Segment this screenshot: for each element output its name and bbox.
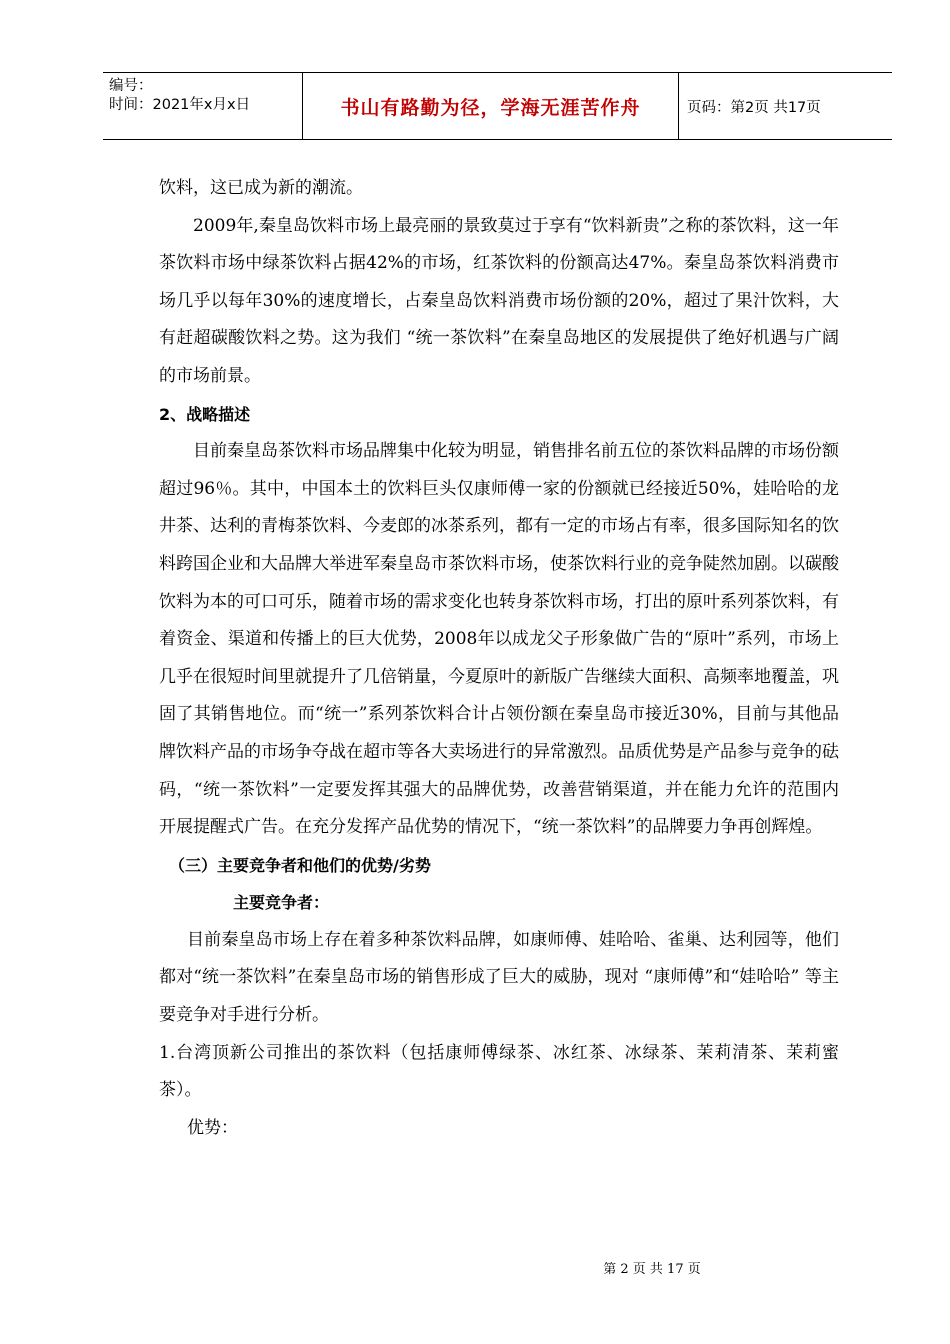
paragraph-strategy: 目前秦皇岛茶饮料市场品牌集中化较为明显，销售排名前五位的茶饮料品牌的市场份额超过96％。其中，中国本土的饮料巨头仅康师傅一家的份额就已经接近50%，娃哈哈的龙井茶、达利的青梅茶饮料、今麦郎的冰茶系列，都有一定的市场占有率，很多国际知名的饮料跨国企业和大品牌大举进军秦皇岛市茶饮料市场，使茶饮料行业的竞争陡然加剧。以碳酸饮料为本的可口可乐，随着市场的需求变化也转身茶饮料市场，打出的原叶系列茶饮料，有着资金、渠道和传播上的巨大优势，2008年以成龙父子形象做广告的“原叶”系列，市场上几乎在很短时间里就提升了几倍销量，今夏原叶的新版广告继续大面积、高频率地覆盖，巩固了其销售地位。而“统一”系列茶饮料合计占领份额在秦皇岛市接近30%，目前与其他品牌饮料产品的市场争夺战在超市等各大卖场进行的异常激烈。品质优势是产品参与竞争的砝码，“统一茶饮料”一定要发挥其强大的品牌优势，改善营销渠道，并在能力允许的范围内开展提醒式广告。在充分发挥产品优势的情况下，“统一茶饮料”的品牌要力争再创辉煌。 xyxy=(159,441,839,838)
paragraph-kangshifu: 1.台湾顶新公司推出的茶饮料（包括康师傅绿茶、冰红茶、冰绿茶、茉莉清茶、茉莉蜜茶）。 xyxy=(159,1042,839,1101)
document-body xyxy=(159,170,839,1147)
section-heading-strategy: 2、战略描述 xyxy=(159,404,251,424)
subheading-main-competitors: 主要竞争者： xyxy=(233,893,330,913)
paragraph-market-2009: 2009年,秦皇岛饮料市场上最亮丽的景致莫过于享有“饮料新贵”之称的茶饮料，这一年茶饮料市场中绿茶饮料占据42%的市场，红茶饮料的份额高达47%。秦皇岛茶饮料消费市场几乎以每年30%的速度增长，占秦皇岛饮料消费市场份额的20%，超过了果汁饮料，大有赶超碳酸饮料之势。这为我们 “统一茶饮料”在秦皇岛地区的发展提供了绝好机遇与广阔的市场前景。 xyxy=(159,215,839,386)
paragraph-competitors: 目前秦皇岛市场上存在着多种茶饮料品牌，如康师傅、娃哈哈、雀巢、达利园等，他们都对“统一茶饮料”在秦皇岛市场的销售形成了巨大的威胁，现对 “康师傅”和“娃哈哈” 等主要竞争对手进行分析。 xyxy=(159,929,839,1026)
document-number-label: 编号： xyxy=(109,78,153,94)
header-meta xyxy=(103,73,303,139)
header-slogan: 书山有路勤为径，学海无涯苦作舟 xyxy=(303,73,679,139)
section-heading-competitors: （三）主要竞争者和他们的优势/劣势 xyxy=(169,855,431,875)
page-footer: 第 2 页 共 17 页 xyxy=(603,1262,701,1277)
page-header xyxy=(103,72,892,140)
paragraph-advantages-label: 优势： xyxy=(187,1117,238,1138)
document-time-label: 时间：2021年x月x日 xyxy=(109,97,251,113)
paragraph-continuation: 饮料，这已成为新的潮流。 xyxy=(159,178,363,198)
header-page-info: 页码：第2页 共17页 xyxy=(687,99,821,116)
